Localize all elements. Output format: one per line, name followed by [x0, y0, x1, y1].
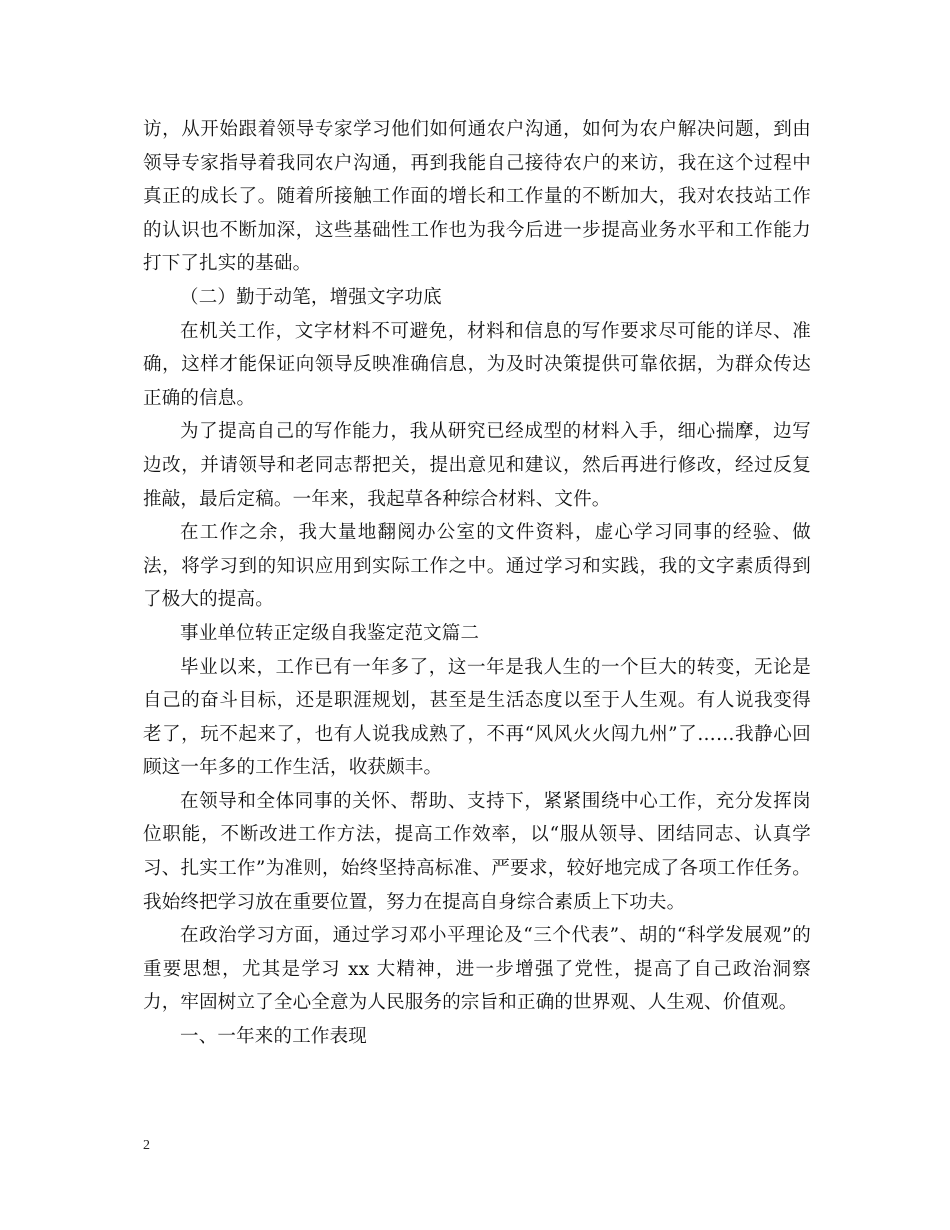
page-number: 2 — [143, 1138, 150, 1153]
paragraph-4: 在工作之余，我大量地翻阅办公室的文件资料，虚心学习同事的经验、做法，将学习到的知识应用到实际工作之中。通过学习和实践，我的文字素质得到了极大的提高。 — [143, 522, 811, 611]
paragraph-1: 访，从开始跟着领导专家学习他们如何通农户沟通，如何为农户解决问题，到由领导专家指导着我同农户沟通，再到我能自己接待农户的来访，我在这个过程中真正的成长了。随着所接触工作面的增长和工作量的不断加大，我对农技站工作的认识也不断加深，这些基础性工作也为我今后进一步提高业务水平和工作能力打下了扎实的基础。 — [143, 119, 811, 275]
paragraph-6: 在领导和全体同事的关怀、帮助、支持下，紧紧围绕中心工作，充分发挥岗位职能，不断改进工作方法，提高工作效率，以“服从领导、团结同志、认真学习、扎实工作”为准则，始终坚持高标准、严要求，较好地完成了各项工作任务。我始终把学习放在重要位置，努力在提高自身综合素质上下功夫。 — [143, 790, 811, 913]
section-heading-work-performance: 一、一年来的工作表现 — [180, 1026, 368, 1048]
document-body — [143, 113, 811, 1054]
paragraph-7: 在政治学习方面，通过学习邓小平理论及“三个代表”、胡的“科学发展观”的重要思想，尤其是学习 xx 大精神，进一步增强了党性，提高了自己政治洞察力，牢固树立了全心全意为人民服务的宗旨和正确的世界观、人生观、价值观。 — [143, 925, 811, 1014]
paragraph-5: 毕业以来，工作已有一年多了，这一年是我人生的一个巨大的转变，无论是自己的奋斗目标，还是职涯规划，甚至是生活态度以至于人生观。有人说我变得老了，玩不起来了，也有人说我成熟了，不再“风风火火闯九州”了……我静心回顾这一年多的工作生活，收获颇丰。 — [143, 656, 811, 779]
paragraph-3: 为了提高自己的写作能力，我从研究已经成型的材料入手，细心揣摩，边写边改，并请领导和老同志帮把关，提出意见和建议，然后再进行修改，经过反复推敲，最后定稿。一年来，我起草各种综合材料、文件。 — [143, 421, 811, 510]
section-heading-diligent-writing: （二）勤于动笔，增强文字功底 — [180, 286, 442, 308]
paragraph-2: 在机关工作，文字材料不可避免，材料和信息的写作要求尽可能的详尽、准确，这样才能保证向领导反映准确信息，为及时决策提供可靠依据，为群众传达正确的信息。 — [143, 320, 811, 409]
article-title-part-two: 事业单位转正定级自我鉴定范文篇二 — [180, 622, 480, 644]
